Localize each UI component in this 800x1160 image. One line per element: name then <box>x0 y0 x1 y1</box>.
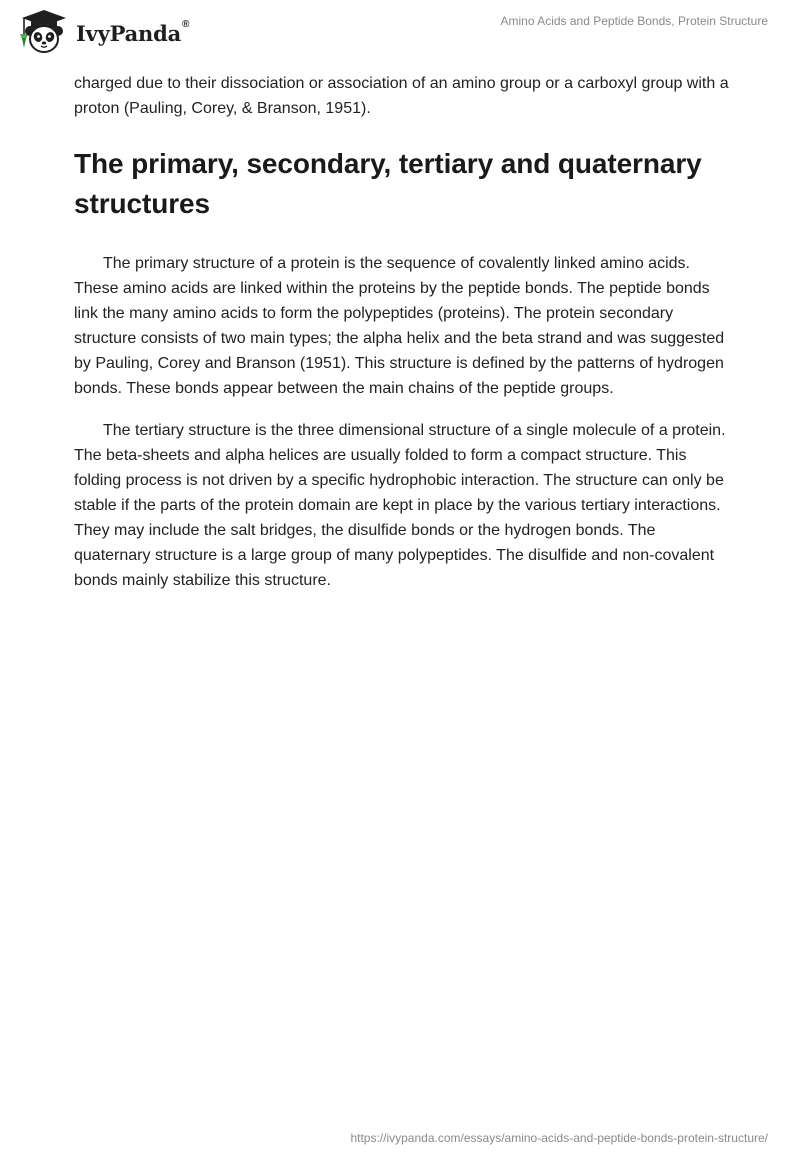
brand-name <box>76 18 190 46</box>
panda-graduate-icon <box>14 8 74 56</box>
brand-logo[interactable] <box>14 8 189 56</box>
essay-content <box>74 71 730 593</box>
document-title: Amino Acids and Peptide Bonds, Protein Structure <box>500 14 768 28</box>
section-heading: The primary, secondary, tertiary and quaternary structures <box>74 148 702 219</box>
paragraph-tertiary-quaternary: The tertiary structure is the three dimensional structure of a single molecule of a protein. The beta-sheets and alpha helices are usually folded to form a compact structure. This folding process is not driven by a specific hydrophobic interaction. The structure can only be stable if the parts of the protein domain are kept in place by the various tertiary interactions. They may include the salt bridges, the disulfide bonds or the hydrogen bonds. The quaternary structure is a large group of many polypeptides. The disulfide and non-covalent bonds mainly stabilize this structure. <box>74 422 726 589</box>
source-url[interactable]: https://ivypanda.com/essays/amino-acids-and-peptide-bonds-protein-structure/ <box>350 1131 768 1145</box>
page-header <box>0 0 800 70</box>
paragraph-primary-secondary: The primary structure of a protein is the sequence of covalently linked amino acids. These amino acids are linked within the proteins by the peptide bonds. The peptide bonds link the many amino acids to form the polypeptides (proteins). The protein secondary structure consists of two main types; the alpha helix and the beta strand and was suggested by Pauling, Corey and Branson (1951). This structure is defined by the patterns of hydrogen bonds. These bonds appear between the main chains of the peptide groups. <box>74 255 725 397</box>
registered-mark: ® <box>182 18 190 30</box>
continued-paragraph: charged due to their dissociation or association of an amino group or a carboxyl group with a proton (Pauling, Corey, & Branson, 1951). <box>74 75 729 117</box>
brand-name-text: IvyPanda <box>76 20 182 46</box>
